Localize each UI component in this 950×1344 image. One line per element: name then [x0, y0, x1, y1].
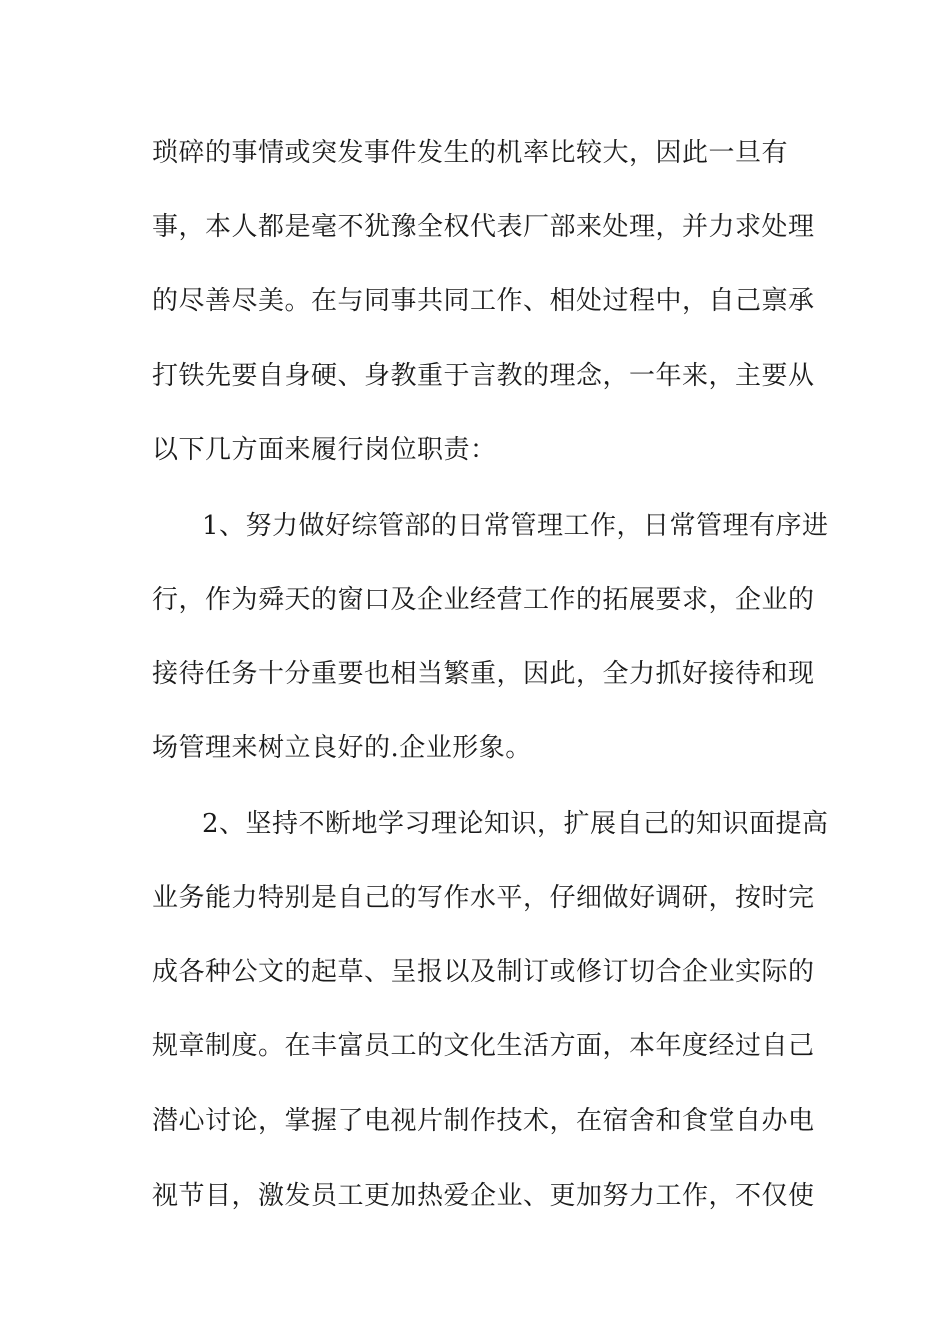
- paragraph-1-first-line: 1、努力做好综管部的日常管理工作，日常管理有序进: [202, 511, 829, 541]
- text-line: 场管理来树立良好的.企业形象。: [152, 733, 532, 763]
- paragraph-2-first-line: 2、坚持不断地学习理论知识，扩展自己的知识面提高: [202, 809, 829, 839]
- text-line: 视节目，激发员工更加热爱企业、更加努力工作，不仅使: [152, 1181, 815, 1211]
- text-line: 成各种公文的起草、呈报以及制订或修订切合企业实际的: [152, 957, 815, 987]
- text-line: 潜心讨论，掌握了电视片制作技术，在宿舍和食堂自办电: [152, 1106, 815, 1136]
- text-line: 事，本人都是毫不犹豫全权代表厂部来处理，并力求处理: [152, 212, 815, 242]
- text-line: 行，作为舜天的窗口及企业经营工作的拓展要求，企业的: [152, 585, 815, 615]
- text-line: 业务能力特别是自己的写作水平，仔细做好调研，按时完: [152, 883, 815, 913]
- text-line: 打铁先要自身硬、身教重于言教的理念，一年来，主要从: [152, 361, 815, 391]
- text-line: 琐碎的事情或突发事件发生的机率比较大，因此一旦有: [152, 138, 789, 168]
- text-line: 以下几方面来履行岗位职责：: [152, 435, 497, 465]
- text-line: 规章制度。在丰富员工的文化生活方面，本年度经过自己: [152, 1031, 815, 1061]
- text-line: 的尽善尽美。在与同事共同工作、相处过程中，自己禀承: [152, 286, 815, 316]
- text-line: 接待任务十分重要也相当繁重，因此，全力抓好接待和现: [152, 659, 815, 689]
